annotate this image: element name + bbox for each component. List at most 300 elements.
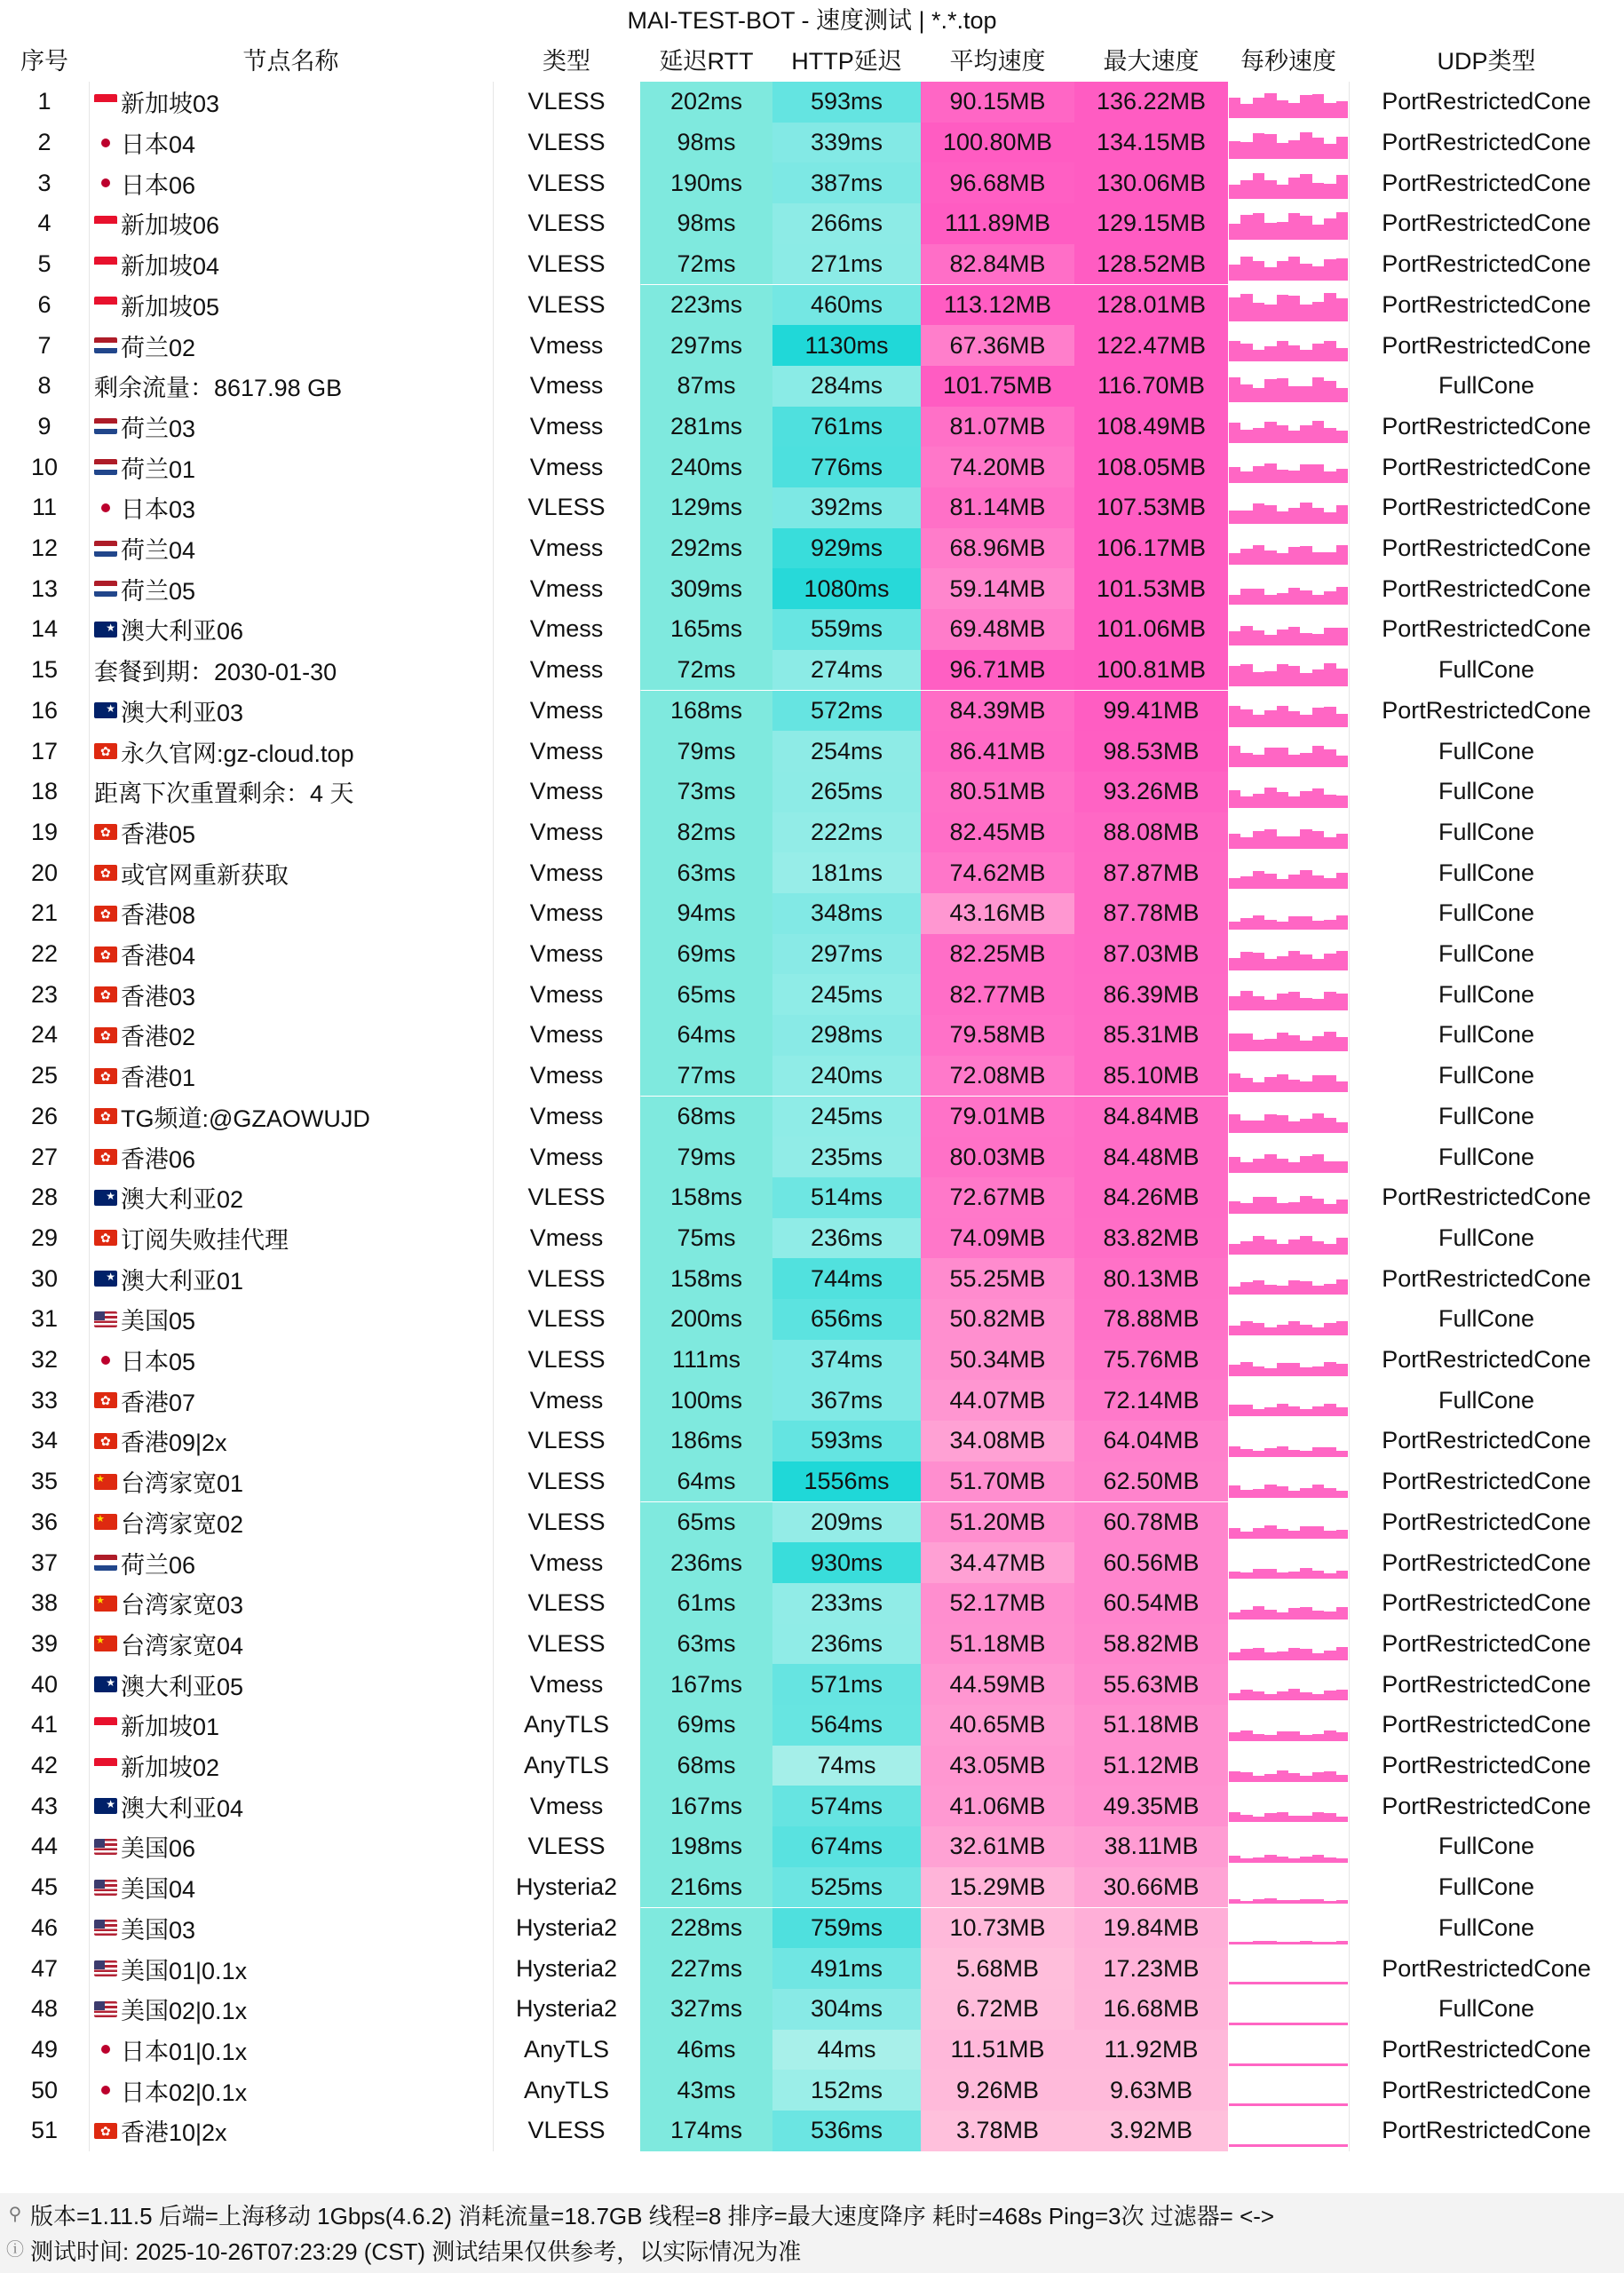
sparkline-bar: [1229, 1201, 1240, 1214]
table-row[interactable]: [0, 934, 1624, 975]
col-max-speed-cell: 101.06MB: [1074, 609, 1228, 650]
col-node-name-cell: [89, 772, 493, 812]
col-udp-type-cell: FullCone: [1438, 1021, 1535, 1049]
col-index-cell: 34: [30, 1427, 59, 1454]
sparkline-bar: [1324, 1032, 1335, 1051]
table-row[interactable]: [0, 1826, 1624, 1867]
col-type-cell: Vmess: [529, 535, 604, 562]
col-index-cell: 37: [30, 1548, 59, 1576]
sparkline-bar: [1312, 2063, 1324, 2066]
col-udp-type-cell: FullCone: [1438, 372, 1535, 400]
col-max-speed-cell: 87.78MB: [1074, 893, 1228, 934]
col-index-cell: 29: [30, 1224, 59, 1251]
col-rtt-cell: 240ms: [640, 447, 772, 487]
sparkline-bar: [1240, 1730, 1252, 1741]
sparkline-bar: [1240, 1405, 1252, 1416]
sparkline-bar: [1277, 2023, 1288, 2025]
col-max-speed-cell: 3.92MB: [1074, 2111, 1228, 2151]
flag-jp-icon: [94, 2082, 117, 2098]
col-max-speed-cell: 116.70MB: [1074, 366, 1228, 407]
header-col-max-speed[interactable]: 最大速度: [1103, 48, 1200, 75]
sparkline-bar: [1229, 922, 1240, 930]
sparkline-bar: [1300, 305, 1311, 321]
col-rtt-cell: 186ms: [640, 1421, 772, 1461]
flag-hk-icon: [94, 2123, 117, 2139]
flag-hk-icon: [94, 986, 117, 1002]
col-type-cell: VLESS: [527, 1264, 606, 1292]
sparkline-bar: [1229, 746, 1240, 767]
col-rtt-cell: 79ms: [640, 731, 772, 772]
col-avg-speed-cell: 80.51MB: [921, 772, 1074, 812]
sparkline-bar: [1277, 185, 1288, 199]
col-max-speed-cell: 51.18MB: [1074, 1705, 1228, 1746]
col-http-delay-cell: 656ms: [772, 1299, 921, 1340]
col-type-cell: VLESS: [527, 290, 606, 318]
header-col-per-second-speed[interactable]: 每秒速度: [1240, 48, 1336, 75]
col-per-second-speed-cell: [1228, 1015, 1349, 1056]
sparkline-bar: [1253, 1280, 1264, 1295]
sparkline-bar: [1312, 2023, 1324, 2025]
sparkline-bar: [1324, 1447, 1335, 1457]
col-rtt-cell: 198ms: [640, 1826, 772, 1867]
col-node-name-cell: [89, 1664, 493, 1705]
header-col-udp-type[interactable]: UDP类型: [1437, 48, 1536, 75]
sparkline-bar: [1253, 350, 1264, 361]
table-row[interactable]: [0, 1218, 1624, 1259]
col-rtt-cell: 297ms: [640, 325, 772, 366]
sparkline-bar: [1253, 133, 1264, 158]
table-row[interactable]: [0, 82, 1624, 123]
sparkline-bar: [1264, 463, 1276, 484]
sparkline-bar: [1312, 1241, 1324, 1254]
col-udp-type-cell: PortRestrictedCone: [1382, 1184, 1591, 1211]
flag-hk-icon: [94, 1108, 117, 1124]
col-avg-speed-cell: 82.45MB: [921, 812, 1074, 853]
col-http-delay-cell: 1130ms: [772, 325, 921, 366]
col-http-delay-cell: 297ms: [772, 934, 921, 975]
col-node-name-cell: [89, 852, 493, 893]
col-max-speed-cell: 11.92MB: [1074, 2030, 1228, 2071]
flag-sg-icon: [94, 94, 117, 110]
sparkline-bar: [1300, 590, 1311, 605]
table-row[interactable]: [0, 568, 1624, 609]
table-row[interactable]: [0, 1664, 1624, 1705]
node-name: 新加坡02: [121, 1754, 220, 1782]
sparkline-bar: [1253, 1236, 1264, 1254]
sparkline-bar: [1300, 95, 1311, 118]
col-http-delay-cell: 271ms: [772, 244, 921, 285]
col-udp-type-cell: PortRestrictedCone: [1382, 1346, 1591, 1374]
sparkline-bar: [1229, 1287, 1240, 1295]
sparkline-bar: [1277, 143, 1288, 158]
col-index-cell: 39: [30, 1629, 59, 1657]
sparkline-bar: [1229, 1652, 1240, 1659]
sparkline-bar: [1288, 1363, 1300, 1376]
sparkline-bar: [1229, 834, 1240, 848]
sparkline-bar: [1300, 1236, 1311, 1254]
sparkline-bar: [1324, 552, 1335, 565]
table-row[interactable]: [0, 487, 1624, 528]
col-rtt-cell: 63ms: [640, 852, 772, 893]
sparkline-bar: [1229, 1693, 1240, 1701]
per-second-speed-sparkline: [1229, 1912, 1348, 1944]
node-name: 日本01|0.1x: [121, 2038, 248, 2065]
node-name: 香港04: [121, 943, 196, 970]
col-avg-speed-cell: 79.01MB: [921, 1097, 1074, 1137]
sparkline-bar: [1240, 1772, 1252, 1782]
col-per-second-speed-cell: [1228, 487, 1349, 528]
table-row[interactable]: [0, 1502, 1624, 1543]
col-index-cell: 11: [31, 494, 58, 521]
sparkline-bar: [1264, 829, 1276, 849]
header-col-type[interactable]: 类型: [543, 48, 590, 75]
header-col-avg-speed[interactable]: 平均速度: [949, 48, 1046, 75]
sparkline-bar: [1324, 293, 1335, 321]
sparkline-bar: [1336, 1037, 1348, 1051]
sparkline-bar: [1336, 1858, 1348, 1863]
col-avg-speed-cell: 86.41MB: [921, 731, 1074, 772]
col-index-cell: 30: [30, 1264, 59, 1292]
table-row[interactable]: [0, 974, 1624, 1015]
sparkline-bar: [1264, 595, 1276, 606]
table-row[interactable]: [0, 1746, 1624, 1786]
col-avg-speed-cell: 82.84MB: [921, 244, 1074, 285]
sparkline-bar: [1336, 1571, 1348, 1580]
sparkline-bar: [1277, 994, 1288, 1010]
sparkline-bar: [1324, 749, 1335, 767]
sparkline-bar: [1288, 296, 1300, 321]
node-name: 日本03: [121, 496, 196, 524]
col-per-second-speed-cell: [1228, 285, 1349, 326]
sparkline-bar: [1324, 1075, 1335, 1092]
sparkline-bar: [1229, 631, 1240, 645]
sparkline-bar: [1229, 706, 1240, 726]
sparkline-bar: [1264, 2063, 1276, 2066]
table-row[interactable]: [0, 203, 1624, 244]
node-name: 香港09|2x: [121, 1430, 227, 1457]
col-http-delay-cell: 367ms: [772, 1380, 921, 1421]
col-type-cell: Vmess: [529, 696, 604, 724]
col-http-delay-cell: 1080ms: [772, 568, 921, 609]
col-node-name-cell: [89, 1461, 493, 1502]
col-udp-type-cell: PortRestrictedCone: [1382, 1670, 1591, 1698]
col-node-name-cell: [89, 1136, 493, 1177]
sparkline-bar: [1312, 1772, 1324, 1781]
per-second-speed-sparkline: [1229, 1830, 1348, 1863]
col-rtt-cell: 94ms: [640, 893, 772, 934]
sparkline-bar: [1288, 103, 1300, 118]
sparkline-bar: [1300, 715, 1311, 727]
table-row[interactable]: [0, 2030, 1624, 2071]
sparkline-bar: [1264, 223, 1276, 240]
sparkline-bar: [1253, 831, 1264, 849]
col-rtt-cell: 87ms: [640, 366, 772, 407]
sparkline-bar: [1240, 180, 1252, 200]
sparkline-bar: [1300, 791, 1311, 808]
table-row[interactable]: [0, 366, 1624, 407]
sparkline-bar: [1264, 1114, 1276, 1132]
col-rtt-cell: 281ms: [640, 407, 772, 447]
flag-nl-icon: [94, 1555, 117, 1571]
table-row[interactable]: [0, 1299, 1624, 1340]
col-udp-type-cell: PortRestrictedCone: [1382, 2076, 1591, 2103]
sparkline-bar: [1288, 140, 1300, 159]
table-row[interactable]: [0, 1258, 1624, 1299]
per-second-speed-sparkline: [1229, 85, 1348, 118]
table-row[interactable]: [0, 1948, 1624, 1989]
per-second-speed-sparkline: [1229, 897, 1348, 930]
col-udp-type-cell: PortRestrictedCone: [1382, 535, 1591, 562]
sparkline-bar: [1277, 1244, 1288, 1254]
table-row[interactable]: [0, 1705, 1624, 1746]
table-row[interactable]: [0, 1867, 1624, 1908]
col-node-name-cell: [89, 447, 493, 487]
sparkline-bar: [1300, 1081, 1311, 1092]
col-per-second-speed-cell: [1228, 1502, 1349, 1543]
col-udp-type-cell: PortRestrictedCone: [1382, 1264, 1591, 1292]
per-second-speed-sparkline: [1229, 1587, 1348, 1620]
sparkline-bar: [1312, 1327, 1324, 1335]
col-index-cell: 28: [30, 1184, 59, 1211]
col-avg-speed-cell: 74.09MB: [921, 1218, 1074, 1259]
col-index-cell: 43: [30, 1792, 59, 1819]
sparkline-bar: [1240, 952, 1252, 970]
window-title: MAI-TEST-BOT - 速度测试 | *.*.top: [627, 7, 997, 34]
col-node-name-cell: [89, 1097, 493, 1137]
sparkline-bar: [1264, 1735, 1276, 1741]
sparkline-bar: [1253, 173, 1264, 199]
col-type-cell: VLESS: [527, 210, 606, 237]
table-row[interactable]: [0, 407, 1624, 447]
node-name: 澳大利亚04: [121, 1794, 244, 1822]
sparkline-bar: [1336, 1900, 1348, 1904]
sparkline-bar: [1264, 1197, 1276, 1214]
sparkline-bar: [1229, 1326, 1240, 1335]
table-row[interactable]: [0, 731, 1624, 772]
per-second-speed-sparkline: [1229, 1789, 1348, 1822]
table-row[interactable]: [0, 1380, 1624, 1421]
table-row[interactable]: [0, 1015, 1624, 1056]
col-http-delay-cell: 44ms: [772, 2030, 921, 2071]
table-row[interactable]: [0, 1461, 1624, 1502]
table-row[interactable]: [0, 1908, 1624, 1949]
col-avg-speed-cell: 80.03MB: [921, 1136, 1074, 1177]
col-avg-speed-cell: 51.20MB: [921, 1502, 1074, 1543]
sparkline-bar: [1300, 546, 1311, 565]
col-avg-speed-cell: 6.72MB: [921, 1989, 1074, 2030]
per-second-speed-sparkline: [1229, 572, 1348, 605]
per-second-speed-sparkline: [1229, 978, 1348, 1010]
sparkline-bar: [1240, 104, 1252, 118]
header-col-node-name[interactable]: 节点名称: [242, 48, 339, 75]
col-http-delay-cell: 572ms: [772, 691, 921, 732]
col-rtt-cell: 216ms: [640, 1867, 772, 1908]
flag-hk-icon: [94, 1230, 117, 1246]
sparkline-bar: [1277, 100, 1288, 118]
sparkline-bar: [1277, 1074, 1288, 1092]
col-http-delay-cell: 152ms: [772, 2070, 921, 2111]
table-row[interactable]: [0, 244, 1624, 285]
col-type-cell: Vmess: [529, 656, 604, 684]
col-rtt-cell: 75ms: [640, 1218, 772, 1259]
sparkline-bar: [1288, 1406, 1300, 1417]
sparkline-bar: [1312, 1899, 1324, 1904]
sparkline-bar: [1240, 1321, 1252, 1335]
col-type-cell: AnyTLS: [523, 1752, 610, 1779]
flag-hk-icon: [94, 824, 117, 840]
node-name: 新加坡06: [121, 212, 220, 240]
table-row[interactable]: [0, 1097, 1624, 1137]
col-type-cell: Vmess: [529, 1143, 604, 1170]
sparkline-bar: [1288, 1280, 1300, 1295]
col-index-cell: 36: [30, 1508, 59, 1535]
per-second-speed-sparkline: [1229, 613, 1348, 645]
sparkline-bar: [1300, 753, 1311, 767]
col-node-name-cell: [89, 1746, 493, 1786]
col-avg-speed-cell: 69.48MB: [921, 609, 1074, 650]
table-row[interactable]: [0, 893, 1624, 934]
col-per-second-speed-cell: [1228, 1056, 1349, 1097]
table-row[interactable]: [0, 1340, 1624, 1381]
sparkline-bar: [1336, 212, 1348, 240]
col-per-second-speed-cell: [1228, 1989, 1349, 2030]
sparkline-bar: [1229, 958, 1240, 970]
col-rtt-cell: 228ms: [640, 1908, 772, 1949]
col-max-speed-cell: 84.26MB: [1074, 1177, 1228, 1218]
per-second-speed-sparkline: [1229, 775, 1348, 808]
table-row[interactable]: [0, 1136, 1624, 1177]
table-row[interactable]: [0, 1624, 1624, 1665]
sparkline-bar: [1240, 549, 1252, 564]
node-name: 香港08: [121, 902, 196, 930]
table-row[interactable]: [0, 528, 1624, 569]
sparkline-bar: [1336, 101, 1348, 118]
sparkline-bar: [1336, 298, 1348, 321]
col-avg-speed-cell: 96.71MB: [921, 650, 1074, 691]
col-index-cell: 4: [37, 210, 51, 237]
sparkline-bar: [1300, 1568, 1311, 1579]
sparkline-bar: [1336, 258, 1348, 281]
flag-au-icon: [94, 1271, 117, 1287]
col-per-second-speed-cell: [1228, 974, 1349, 1015]
col-rtt-cell: 202ms: [640, 82, 772, 123]
node-name: 日本05: [121, 1349, 196, 1376]
col-index-cell: 38: [30, 1589, 59, 1617]
sparkline-bar: [1229, 1572, 1240, 1579]
node-name: 新加坡03: [121, 91, 220, 118]
table-row[interactable]: [0, 691, 1624, 732]
header-col-rtt[interactable]: 延迟RTT: [659, 48, 754, 75]
sparkline-bar: [1300, 916, 1311, 930]
table-row[interactable]: [0, 1989, 1624, 2030]
table-row[interactable]: [0, 123, 1624, 163]
col-type-cell: Vmess: [529, 737, 604, 764]
col-per-second-speed-cell: [1228, 82, 1349, 123]
table-row[interactable]: [0, 1542, 1624, 1583]
sparkline-bar: [1336, 756, 1348, 767]
sparkline-bar: [1300, 870, 1311, 889]
node-name: 或官网重新获取: [121, 861, 289, 889]
sparkline-bar: [1288, 1816, 1300, 1822]
header-col-http-delay[interactable]: HTTP延迟: [791, 48, 902, 75]
node-name: 澳大利亚03: [121, 699, 244, 726]
sparkline-bar: [1288, 345, 1300, 361]
flag-us-icon: [94, 1311, 117, 1327]
sparkline-bar: [1312, 1653, 1324, 1660]
sparkline-bar: [1264, 1448, 1276, 1457]
col-avg-speed-cell: 81.14MB: [921, 487, 1074, 528]
table-row[interactable]: [0, 650, 1624, 691]
col-max-speed-cell: 80.13MB: [1074, 1258, 1228, 1299]
col-http-delay-cell: 235ms: [772, 1136, 921, 1177]
table-row[interactable]: [0, 1056, 1624, 1097]
table-row[interactable]: [0, 852, 1624, 893]
sparkline-bar: [1288, 875, 1300, 889]
sparkline-bar: [1240, 257, 1252, 280]
col-avg-speed-cell: 3.78MB: [921, 2111, 1074, 2151]
sparkline-bar: [1277, 1942, 1288, 1944]
col-node-name-cell: [89, 1624, 493, 1665]
table-row[interactable]: [0, 609, 1624, 650]
col-http-delay-cell: 274ms: [772, 650, 921, 691]
sparkline-bar: [1300, 1281, 1311, 1295]
sparkline-bar: [1264, 305, 1276, 321]
col-avg-speed-cell: 41.06MB: [921, 1786, 1074, 1826]
table-row[interactable]: [0, 285, 1624, 326]
col-http-delay-cell: 460ms: [772, 285, 921, 326]
sparkline-bar: [1264, 1368, 1276, 1376]
table-row[interactable]: [0, 162, 1624, 203]
sparkline-bar: [1336, 1238, 1348, 1255]
col-per-second-speed-cell: [1228, 1542, 1349, 1583]
per-second-speed-sparkline: [1229, 2033, 1348, 2066]
sparkline-bar: [1253, 1040, 1264, 1051]
sparkline-bar: [1312, 1526, 1324, 1539]
col-type-cell: VLESS: [527, 88, 606, 115]
header-col-index[interactable]: 序号: [20, 48, 68, 75]
table-row[interactable]: [0, 2070, 1624, 2111]
table-row[interactable]: [0, 2111, 1624, 2151]
table-row[interactable]: [0, 447, 1624, 487]
sparkline-bar: [1264, 959, 1276, 970]
col-http-delay-cell: 74ms: [772, 1746, 921, 1786]
sparkline-bar: [1312, 1286, 1324, 1295]
table-row[interactable]: [0, 1583, 1624, 1624]
flag-nl-icon: [94, 418, 117, 434]
sparkline-bar: [1229, 185, 1240, 199]
table-row[interactable]: [0, 772, 1624, 812]
col-per-second-speed-cell: [1228, 1948, 1349, 1989]
per-second-speed-sparkline: [1229, 1343, 1348, 1376]
col-max-speed-cell: 128.52MB: [1074, 244, 1228, 285]
sparkline-bar: [1312, 1036, 1324, 1051]
table-row[interactable]: [0, 812, 1624, 853]
flag-us-icon: [94, 1839, 117, 1855]
sparkline-bar: [1264, 1000, 1276, 1010]
table-row[interactable]: [0, 1421, 1624, 1461]
per-second-speed-sparkline: [1229, 1506, 1348, 1539]
table-row[interactable]: [0, 1786, 1624, 1826]
sparkline-bar: [1240, 471, 1252, 483]
flag-hk-icon: [94, 865, 117, 881]
sparkline-bar: [1324, 1488, 1335, 1498]
table-row[interactable]: [0, 325, 1624, 366]
sparkline-bar: [1312, 183, 1324, 200]
sparkline-bar: [1312, 138, 1324, 159]
sparkline-bar: [1277, 1900, 1288, 1904]
table-row[interactable]: [0, 1177, 1624, 1218]
col-type-cell: VLESS: [527, 169, 606, 196]
